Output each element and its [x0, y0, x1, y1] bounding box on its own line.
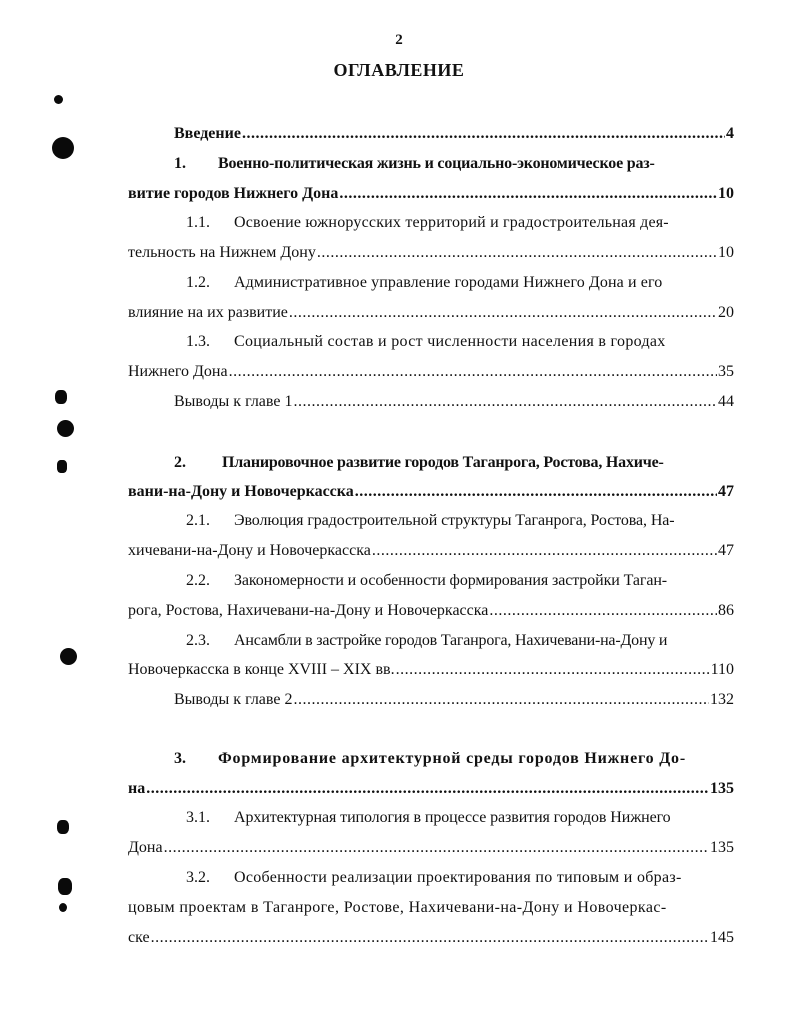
toc-entry-intro	[174, 123, 734, 145]
section-title-line: Закономерности и особенности формирования застройки Таган-	[234, 572, 668, 589]
leader-dots	[164, 837, 709, 859]
chapter-title-line: Формирование архитектурной среды городов Нижнего До-	[218, 750, 686, 767]
ink-blot	[60, 648, 77, 665]
toc-page: 4	[726, 125, 734, 142]
section-title-line: Социальный состав и рост численности населения в городах	[234, 333, 666, 350]
section-title-line: Архитектурная типология в процессе развития городов Нижнего	[234, 809, 671, 826]
toc-section-1-1-heading	[186, 212, 734, 234]
ink-blot	[57, 820, 69, 834]
section-number: 2.1.	[186, 512, 210, 529]
toc-page: 47	[718, 483, 734, 500]
toc-section-2-3-heading	[186, 630, 734, 652]
section-title-line: рога, Ростова, Нахичевани-на-Дону и Новочеркасска	[128, 602, 489, 619]
toc-page: 35	[718, 363, 734, 380]
leader-dots	[339, 183, 717, 205]
toc-page: 44	[718, 393, 734, 410]
ink-blot	[57, 460, 67, 473]
toc-chapter-1-heading	[174, 153, 734, 175]
toc-section-3-1-heading	[186, 807, 734, 829]
toc-label: Выводы к главе 2	[174, 691, 293, 708]
section-title-line: тельность на Нижнем Дону	[128, 244, 316, 261]
toc-section-1-2	[128, 302, 734, 324]
section-title-line: Нижнего Дона	[128, 363, 228, 380]
section-number: 2.2.	[186, 572, 210, 589]
toc-section-1-3	[128, 361, 734, 383]
toc-page: 86	[718, 602, 734, 619]
toc-section-3-2-heading	[186, 867, 734, 889]
chapter-title-line: витие городов Нижнего Дона	[128, 185, 339, 202]
section-number: 2.3.	[186, 632, 210, 649]
leader-dots	[146, 778, 709, 800]
toc-chapter-3	[128, 778, 734, 800]
toc-page: 10	[718, 185, 734, 202]
ink-blot	[59, 903, 67, 912]
toc-conclusions-1	[174, 391, 734, 413]
section-title-line: Ансамбли в застройке городов Таганрога, Нахичевани-на-Дону и	[234, 632, 668, 649]
toc-page: 10	[718, 244, 734, 261]
leader-dots	[151, 927, 709, 949]
toc-section-2-2-heading	[186, 570, 734, 592]
section-title-line: хичевани-на-Дону и Новочеркасска	[128, 542, 371, 559]
toc-page: 110	[710, 661, 734, 678]
toc-page: 20	[718, 304, 734, 321]
ink-blot	[57, 420, 74, 437]
toc-page: 135	[710, 839, 734, 856]
section-title-line: Эволюция градостроительной структуры Таганрога, Ростова, На-	[234, 512, 675, 529]
section-number: 1.1.	[186, 214, 210, 231]
toc-section-3-1	[128, 837, 734, 859]
section-number: 1.2.	[186, 274, 210, 291]
toc-section-3-2	[128, 927, 734, 949]
leader-dots	[372, 540, 717, 562]
ink-blot	[54, 95, 63, 104]
section-title-line: цовым проектам в Таганроге, Ростове, Нахичевани-на-Дону и Новочеркас-	[128, 899, 667, 916]
leader-dots	[293, 391, 717, 413]
section-title-line: Особенности реализации проектирования по типовым и образ-	[234, 869, 682, 886]
toc-section-2-1	[128, 540, 734, 562]
leader-dots	[293, 689, 709, 711]
section-title-line: Освоение южнорусских территорий и градостроительная дея-	[234, 214, 669, 231]
ink-blot	[58, 878, 72, 895]
page-number: 2	[395, 32, 403, 48]
section-number: 3.1.	[186, 809, 210, 826]
leader-dots	[396, 659, 710, 681]
toc-chapter-1	[128, 183, 734, 205]
toc-page: 145	[710, 929, 734, 946]
toc-chapter-2	[128, 481, 734, 503]
chapter-number: 2.	[174, 454, 186, 471]
leader-dots	[289, 302, 717, 324]
toc-chapter-2-heading	[174, 452, 734, 474]
section-title-line: Дона	[128, 839, 163, 856]
page-title: ОГЛАВЛЕНИЕ	[333, 60, 465, 80]
toc-conclusions-2	[174, 689, 734, 711]
toc-page: 135	[710, 780, 734, 797]
section-number: 1.3.	[186, 333, 210, 350]
toc-section-1-3-heading	[186, 331, 734, 353]
ink-blot	[55, 390, 67, 404]
leader-dots	[355, 481, 717, 503]
toc-page: 47	[718, 542, 734, 559]
chapter-number: 3.	[174, 750, 186, 767]
chapter-title-line: Планировочное развитие городов Таганрога, Ростова, Нахиче-	[222, 454, 664, 471]
toc-label: Введение	[174, 125, 241, 142]
toc-section-2-3	[128, 659, 734, 681]
section-title-line: Новочеркасска в конце XVIII – XIX вв.	[128, 661, 395, 678]
chapter-title-line: вани-на-Дону и Новочеркасска	[128, 483, 354, 500]
toc-section-1-2-heading	[186, 272, 734, 294]
toc-section-2-2	[128, 600, 734, 622]
chapter-number: 1.	[174, 155, 186, 172]
section-number: 3.2.	[186, 869, 210, 886]
toc-section-1-1	[128, 242, 734, 264]
section-title-line: влияние на их развитие	[128, 304, 288, 321]
toc-section-2-1-heading	[186, 510, 734, 532]
ink-blot	[52, 137, 74, 159]
chapter-title-line: на	[128, 780, 146, 797]
toc-page: 132	[710, 691, 734, 708]
leader-dots	[317, 242, 717, 264]
leader-dots	[242, 123, 725, 145]
chapter-title-line: Военно-политическая жизнь и социально-экономическое раз-	[218, 155, 655, 172]
leader-dots	[489, 600, 717, 622]
leader-dots	[229, 361, 717, 383]
section-title-line: ске	[128, 929, 150, 946]
toc-chapter-3-heading	[174, 748, 734, 770]
toc-section-3-2-line2	[128, 897, 734, 919]
toc-label: Выводы к главе 1	[174, 393, 293, 410]
section-title-line: Административное управление городами Нижнего Дона и его	[234, 274, 663, 291]
